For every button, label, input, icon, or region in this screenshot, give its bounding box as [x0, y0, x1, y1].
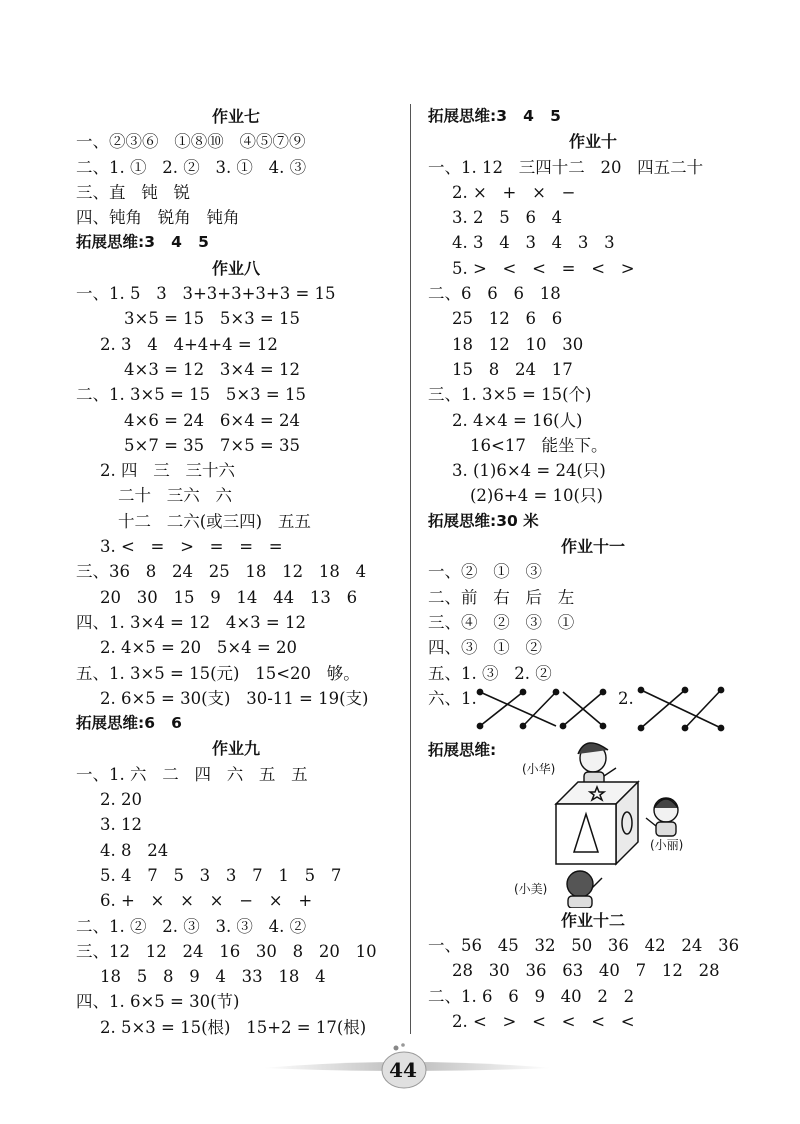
answer-line: 2. 3 4 4+4+4 = 12 — [100, 334, 278, 354]
left-column — [76, 104, 396, 1040]
answer-line: 一、1. 5 3 3+3+3+3+3 = 15 — [76, 284, 336, 304]
answer-line: 4×6 = 24 6×4 = 24 — [124, 410, 300, 430]
answer-line: 二、1. 3×5 = 15 5×3 = 15 — [76, 385, 306, 405]
answer-line: 拓展思维:30 米 — [428, 511, 539, 530]
label-xiaomei: (小美) — [514, 881, 548, 896]
answer-line: 三、直 钝 锐 — [76, 182, 190, 202]
answer-line: 四、1. 6×5 = 30(节) — [76, 992, 240, 1012]
answer-line: 拓展思维:3 4 5 — [76, 233, 209, 252]
section-title: 作业九 — [211, 739, 260, 759]
answer-line: 一、②③⑥ ①⑧⑩ ④⑤⑦⑨ — [76, 132, 306, 152]
match-dot — [560, 723, 565, 728]
answer-line: 五、1. ③ 2. ② — [428, 663, 552, 683]
footer-dot — [401, 1043, 405, 1047]
column-divider — [410, 104, 411, 1034]
answer-line: 四、钝角 锐角 钝角 — [76, 208, 240, 228]
match-dot — [477, 689, 482, 694]
girl-xiaohua-icon — [578, 743, 616, 786]
section-title: 作业十二 — [560, 910, 625, 930]
matching-answer-row — [428, 686, 758, 738]
match-line — [480, 692, 556, 726]
match-dot — [718, 687, 723, 692]
answer-line: 二、1. ① 2. ② 3. ① 4. ③ — [76, 157, 307, 177]
answer-line: 4×3 = 12 3×4 = 12 — [124, 359, 300, 379]
answer-line: 二、前 右 后 左 — [428, 587, 575, 607]
answer-line: 一、1. 六 二 四 六 五 五 — [76, 764, 308, 784]
right-bottom-lines — [428, 908, 758, 1034]
answer-line: 18 12 10 30 — [452, 334, 584, 354]
match-line — [641, 690, 721, 728]
match-dot — [600, 723, 605, 728]
answer-line: 五、1. 3×5 = 15(元) 15<20 够。 — [76, 663, 360, 683]
match-line — [523, 692, 556, 726]
match-dot — [638, 687, 643, 692]
answer-line: 2. × + × − — [452, 182, 576, 202]
answer-line: 3. (1)6×4 = 24(只) — [452, 461, 606, 481]
label-xiaoli: (小丽) — [650, 837, 684, 852]
label-xiaohua: (小华) — [522, 761, 556, 776]
answer-line: (2)6+4 = 10(只) — [470, 486, 603, 506]
answer-line: 2. 四 三 三十六 — [100, 461, 235, 481]
answer-line: 3. < = > = = = — [100, 537, 283, 557]
answer-line: 四、③ ① ② — [428, 638, 542, 658]
answer-line: 二、6 6 6 18 — [428, 284, 561, 304]
answer-line: 三、36 8 24 25 18 12 18 4 — [76, 562, 367, 582]
answer-line: 二十 三六 六 — [118, 486, 232, 506]
match-dot — [520, 689, 525, 694]
match-label-1: 六、1. — [428, 688, 477, 708]
answer-line: 十二 二六(或三四) 五五 — [118, 511, 311, 531]
answer-line: 二、1. ② 2. ③ 3. ③ 4. ② — [76, 916, 307, 936]
answer-line: 25 12 6 6 — [452, 309, 563, 329]
answer-line: 3. 12 — [100, 815, 142, 835]
perspective-figure — [428, 738, 758, 908]
answer-line: 3×5 = 15 5×3 = 15 — [124, 309, 300, 329]
answer-line: 5. 4 7 5 3 3 7 1 5 7 — [100, 865, 342, 885]
cube-icon — [556, 782, 638, 864]
match-line — [641, 690, 685, 728]
answer-line: 15 8 24 17 — [452, 359, 573, 379]
girl-xiaomei-icon — [567, 871, 602, 908]
answer-line: 2. 4×5 = 20 5×4 = 20 — [100, 638, 297, 658]
answer-line: 16<17 能坐下。 — [470, 435, 608, 455]
answer-line: 一、② ① ③ — [428, 562, 542, 582]
section-title: 作业八 — [211, 258, 260, 278]
cube-and-children-illustration — [428, 738, 758, 908]
page-number: 44 — [389, 1058, 417, 1082]
answer-line: 2. 4×4 = 16(人) — [452, 410, 583, 430]
girl-xiaoli-icon — [646, 798, 678, 836]
answer-line: 4. 8 24 — [100, 840, 169, 860]
answer-line: 28 30 36 63 40 7 12 28 — [452, 961, 720, 981]
match-dot — [520, 723, 525, 728]
answer-line: 2. 5×3 = 15(根) 15+2 = 17(根) — [100, 1017, 367, 1037]
answer-line: 一、56 45 32 50 36 42 24 36 — [428, 936, 740, 956]
answer-line: 4. 3 4 3 4 3 3 — [452, 233, 615, 253]
answer-line: 三、1. 3×5 = 15(个) — [428, 385, 592, 405]
answer-line: 拓展思维:6 6 — [76, 714, 182, 733]
section-title: 作业十一 — [560, 537, 625, 557]
match-dot — [638, 725, 643, 730]
figure-title: 拓展思维: — [428, 740, 497, 759]
match-label-2: 2. — [618, 688, 634, 708]
footer-dot — [394, 1046, 399, 1051]
answer-line: 5. > < < = < > — [452, 258, 635, 278]
answer-line: 3. 2 5 6 4 — [452, 208, 563, 228]
match-dot — [718, 725, 723, 730]
matching-lines-diagram — [428, 686, 758, 738]
answer-line: 四、1. 3×4 = 12 4×3 = 12 — [76, 612, 306, 632]
match-line — [685, 690, 721, 728]
answer-line: 2. < > < < < < — [452, 1012, 635, 1032]
answer-line: 20 30 15 9 14 44 13 6 — [100, 587, 358, 607]
answer-line: 2. 6×5 = 30(支) 30-11 = 19(支) — [100, 688, 369, 708]
right-column — [428, 104, 758, 1034]
answer-line: 18 5 8 9 4 33 18 4 — [100, 967, 326, 987]
answer-line: 三、④ ② ③ ① — [428, 612, 575, 632]
answer-line: 2. 20 — [100, 790, 142, 810]
section-title: 作业七 — [211, 107, 260, 126]
answer-line: 二、1. 6 6 9 40 2 2 — [428, 986, 635, 1006]
right-top-lines — [428, 104, 758, 686]
answer-line: 三、12 12 24 16 30 8 20 10 — [76, 941, 377, 961]
match-dot — [682, 687, 687, 692]
match-dot — [682, 725, 687, 730]
answer-line: 5×7 = 35 7×5 = 35 — [124, 435, 300, 455]
match-dot — [477, 723, 482, 728]
answer-line: 6. + × × × − × + — [100, 891, 313, 911]
match-dot — [553, 689, 558, 694]
section-title: 作业十 — [568, 132, 617, 152]
match-dot — [600, 689, 605, 694]
answer-line: 一、1. 12 三四十二 20 四五二十 — [428, 157, 704, 177]
answer-line: 拓展思维:3 4 5 — [428, 107, 561, 125]
